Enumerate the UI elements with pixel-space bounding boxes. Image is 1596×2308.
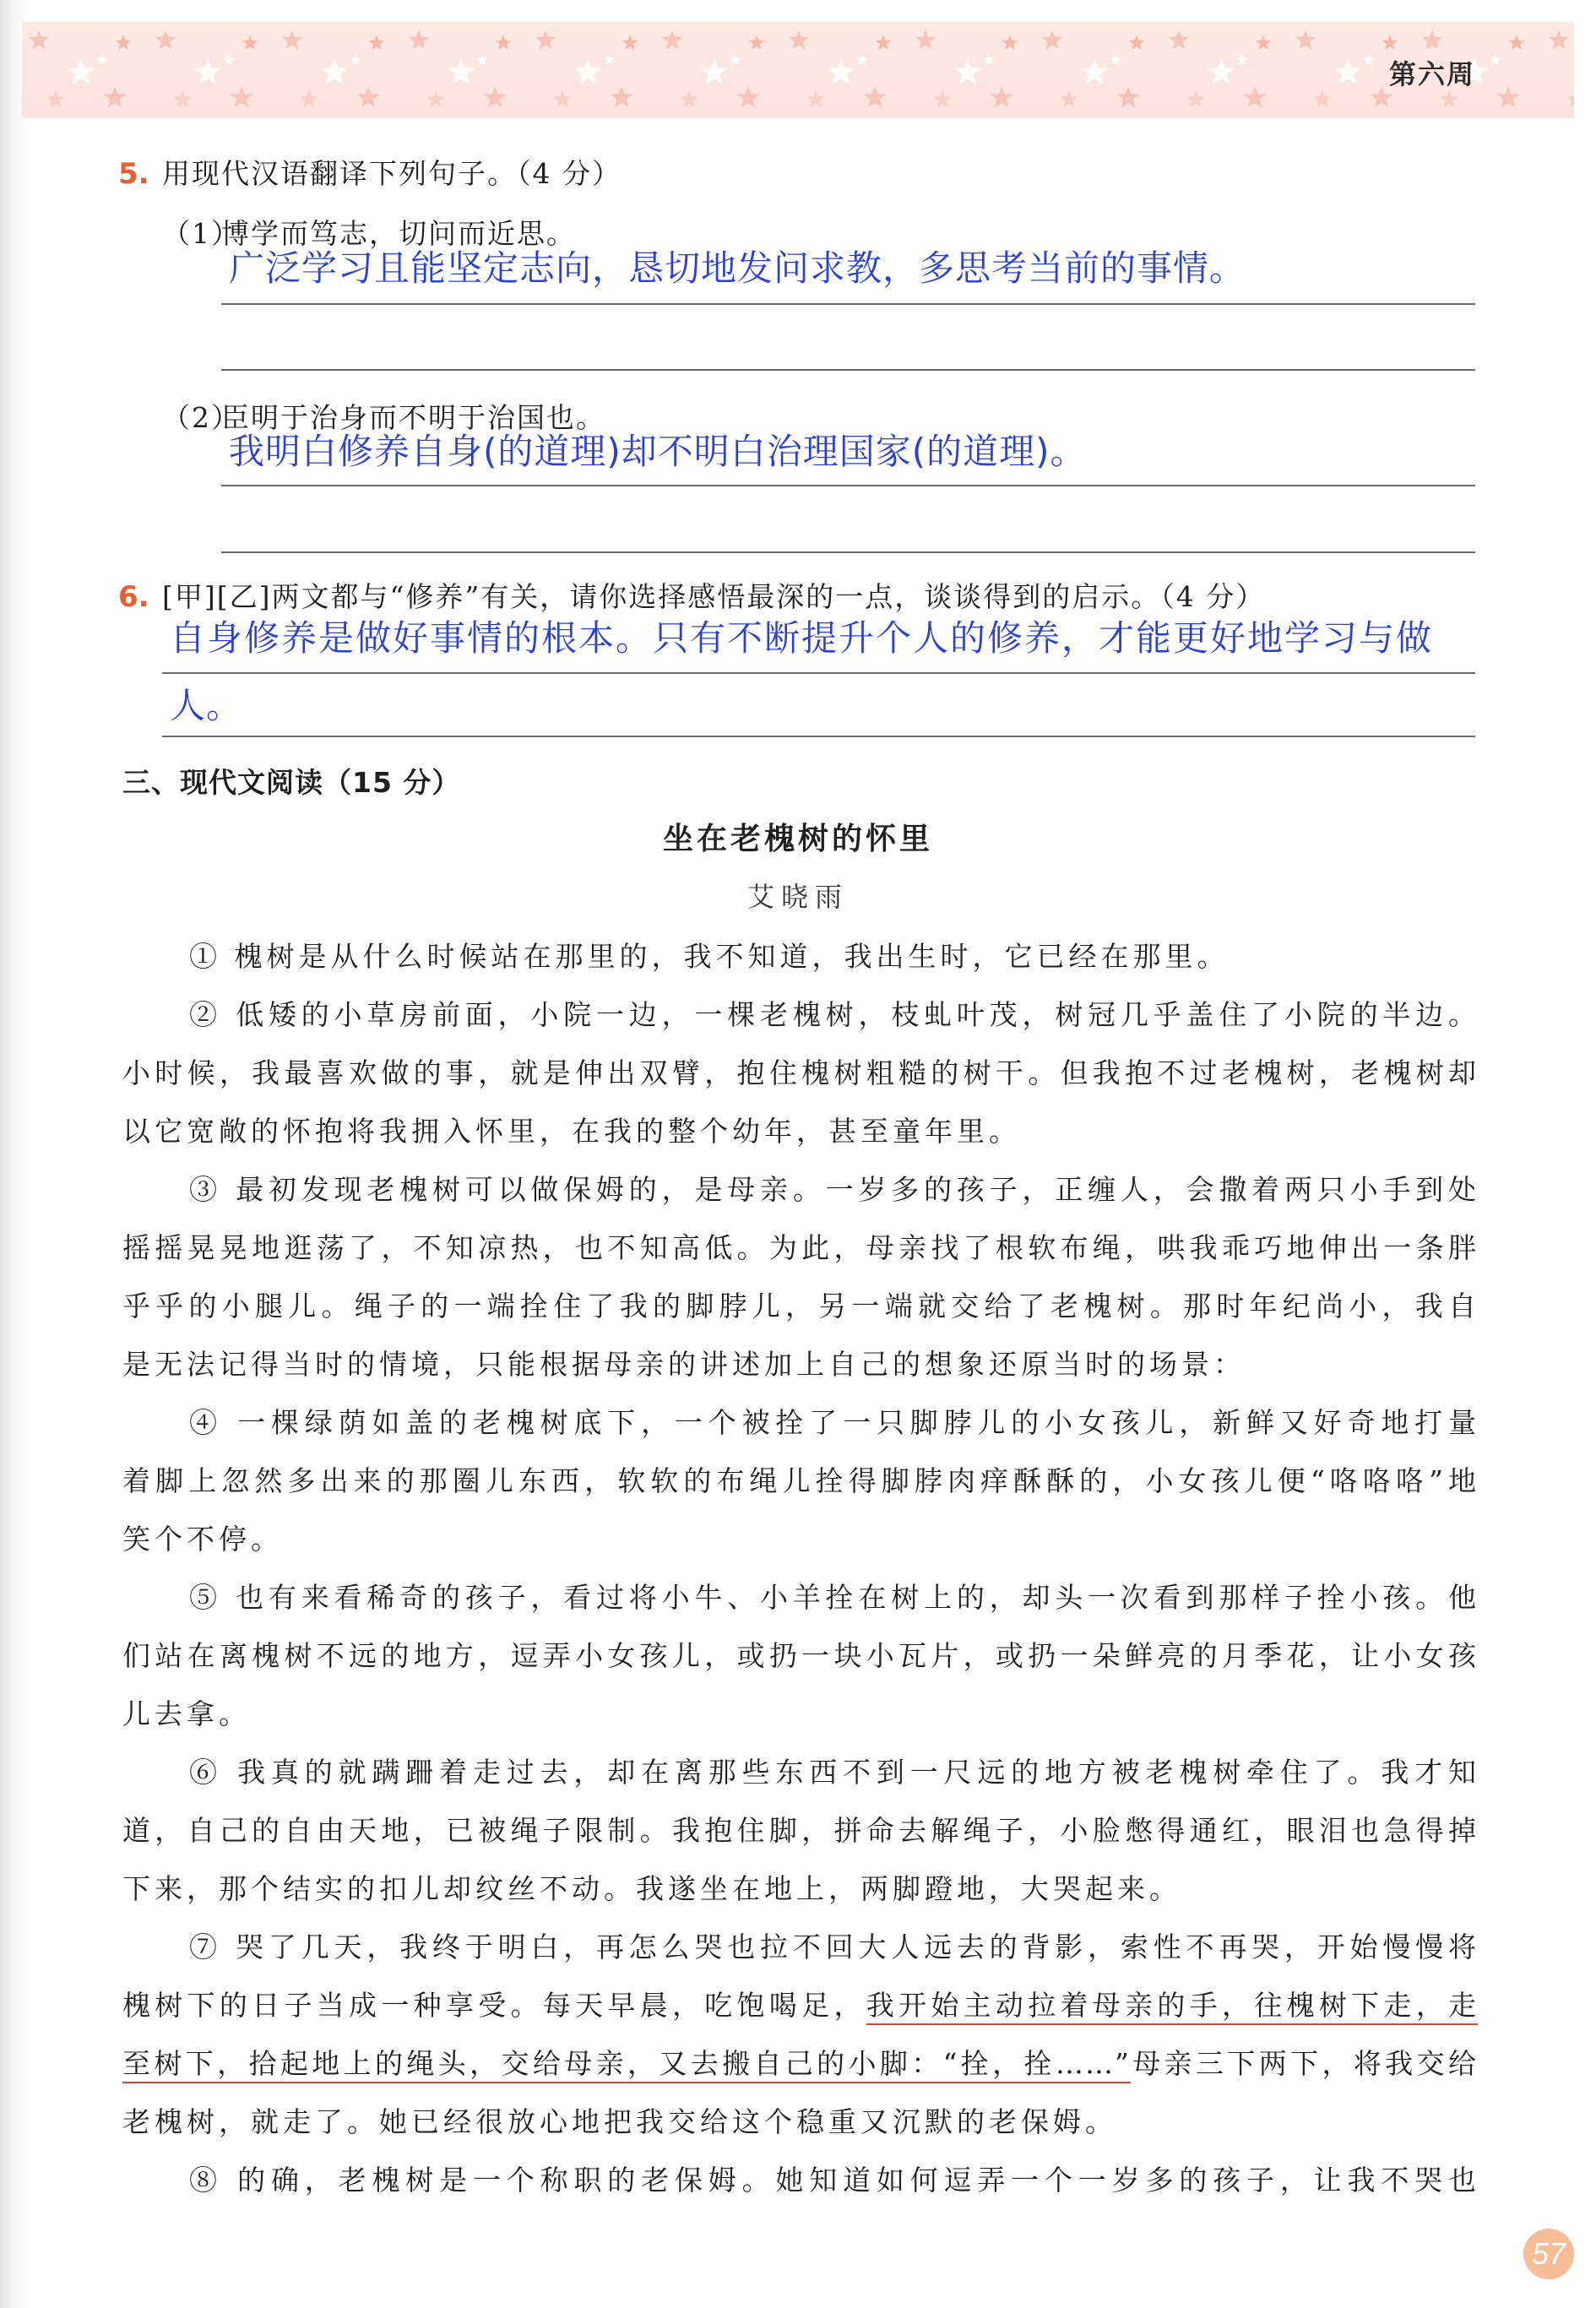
question-5-prompt: 用现代汉语翻译下列句子。（4 分） <box>162 157 622 190</box>
passage-line: 小时候，我最喜欢做的事，就是伸出双臂，抱住槐树粗糙的树干。但我抱不过老槐树，老槐树却 <box>122 1056 1478 1089</box>
passage-line: ⑧ 的确，老槐树是一个称职的老保姆。她知道如何逗弄一个一岁多的孩子，让我不哭也 <box>189 2164 1478 2197</box>
passage-line: 着脚上忽然多出来的那圈儿东西，软软的布绳儿拴得脚脖肉痒酥酥的，小女孩儿便“咯咯咯”地 <box>122 1464 1478 1497</box>
question-5-item-2-label: （2） <box>162 401 241 434</box>
passage-line: 下来，那个结实的扣儿却纹丝不动。我遂坐在地上，两脚蹬地，大哭起来。 <box>122 1872 1181 1905</box>
passage-line: ⑤ 也有来看稀奇的孩子，看过将小牛、小羊拴在树上的，却头一次看到那样子拴小孩。他 <box>189 1581 1478 1614</box>
passage-author: 艾晓雨 <box>746 881 849 913</box>
underlined-sentence: 我开始主动拉着母亲的手，往槐树下走，走 <box>866 1989 1479 2022</box>
passage-line: 摇摇晃晃地逛荡了，不知凉热，也不知高低。为此，母亲找了根软布绳，哄我乖巧地伸出一条胖 <box>122 1231 1478 1264</box>
passage-line: 以它宽敞的怀抱将我拥入怀里，在我的整个幼年，甚至童年里。 <box>122 1115 1021 1148</box>
passage-line-text: 母亲三下两下，将我交给 <box>1130 2047 1478 2080</box>
answer-rule-line <box>162 736 1475 737</box>
question-6-answer-line-2: 人。 <box>170 685 243 726</box>
passage-title: 坐在老槐树的怀里 <box>662 822 933 856</box>
passage-line: ② 低矮的小草房前面，小院一边，一棵老槐树，枝虬叶茂，树冠几乎盖住了小院的半边。 <box>189 998 1478 1031</box>
passage-line: ⑦ 哭了几天，我终于明白，再怎么哭也拉不回大人远去的背影，索性不再哭，开始慢慢将 <box>189 1931 1478 1963</box>
star-pattern-decoration <box>22 22 1574 118</box>
passage-line: 笑个不停。 <box>122 1523 283 1556</box>
question-5-item-1-answer: 广泛学习且能坚定志向，恳切地发问求教，多思考当前的事情。 <box>229 247 1246 289</box>
passage-line: ① 槐树是从什么时候站在那里的，我不知道，我出生时，它已经在那里。 <box>189 940 1230 973</box>
week-label: 第六周 <box>1389 58 1476 90</box>
passage-line: 老槐树，就走了。她已经很放心地把我交给这个稳重又沉默的老保姆。 <box>122 2105 1117 2138</box>
passage-line <box>122 2034 1478 2093</box>
header-band <box>22 22 1574 118</box>
passage-line-text: 槐树下的日子当成一种享受。每天早晨，吃饱喝足， <box>122 1989 866 2022</box>
passage-line: 们站在离槐树不远的地方，逗弄小女孩儿，或扔一块小瓦片，或扔一朵鲜亮的月季花，让小女孩 <box>122 1639 1478 1672</box>
answer-rule-line <box>221 369 1475 371</box>
passage-body <box>122 927 1478 2209</box>
question-5-item-2-answer: 我明白修养自身(的道理)却不明白治理国家(的道理)。 <box>229 431 1087 472</box>
underlined-sentence: 至树下，拾起地上的绳头，交给母亲，又去搬自己的小脚：“拴，拴……” <box>122 2047 1131 2080</box>
question-5-item-1-text: 博学而笃志，切问而近思。 <box>221 217 576 250</box>
answer-rule-line <box>221 303 1475 305</box>
question-5-item-2-text: 臣明于治身而不明于治国也。 <box>221 401 605 434</box>
answer-rule-line <box>162 672 1475 674</box>
passage-line <box>122 1976 1478 2034</box>
question-5-item-1-label: （1） <box>162 217 241 250</box>
question-5-number: 5. <box>118 157 149 191</box>
question-6-number: 6. <box>118 580 149 614</box>
passage-line: 乎乎的小腿儿。绳子的一端拴住了我的脚脖儿，另一端就交给了老槐树。那时年纪尚小，我自 <box>122 1290 1478 1322</box>
passage-line: ⑥ 我真的就蹒跚着走过去，却在离那些东西不到一尺远的地方被老槐树牵住了。我才知 <box>189 1756 1478 1789</box>
answer-rule-line <box>221 551 1475 553</box>
question-6-answer-line-1: 自身修养是做好事情的根本。只有不断提升个人的修养，才能更好地学习与做 <box>170 617 1434 659</box>
page-number-badge: 57 <box>1523 2229 1574 2279</box>
passage-line: ④ 一棵绿荫如盖的老槐树底下，一个被拴了一只脚脖儿的小女孩儿，新鲜又好奇地打量 <box>189 1406 1478 1439</box>
answer-rule-line <box>221 485 1475 486</box>
passage-line: 道，自己的自由天地，已被绳子限制。我抱住脚，拼命去解绳子，小脸憋得通红，眼泪也急得掉 <box>122 1814 1478 1847</box>
passage-line: 儿去拿。 <box>122 1697 251 1730</box>
passage-line: ③ 最初发现老槐树可以做保姆的，是母亲。一岁多的孩子，正缠人，会撒着两只小手到处 <box>189 1173 1478 1206</box>
section-heading: 三、现代文阅读（15 分） <box>122 766 461 799</box>
passage-line: 是无法记得当时的情境，只能根据母亲的讲述加上自己的想象还原当时的场景： <box>122 1348 1246 1381</box>
question-6-prompt: [甲][乙]两文都与“修养”有关，请你选择感悟最深的一点，谈谈得到的启示。（4 分） <box>162 580 1266 613</box>
